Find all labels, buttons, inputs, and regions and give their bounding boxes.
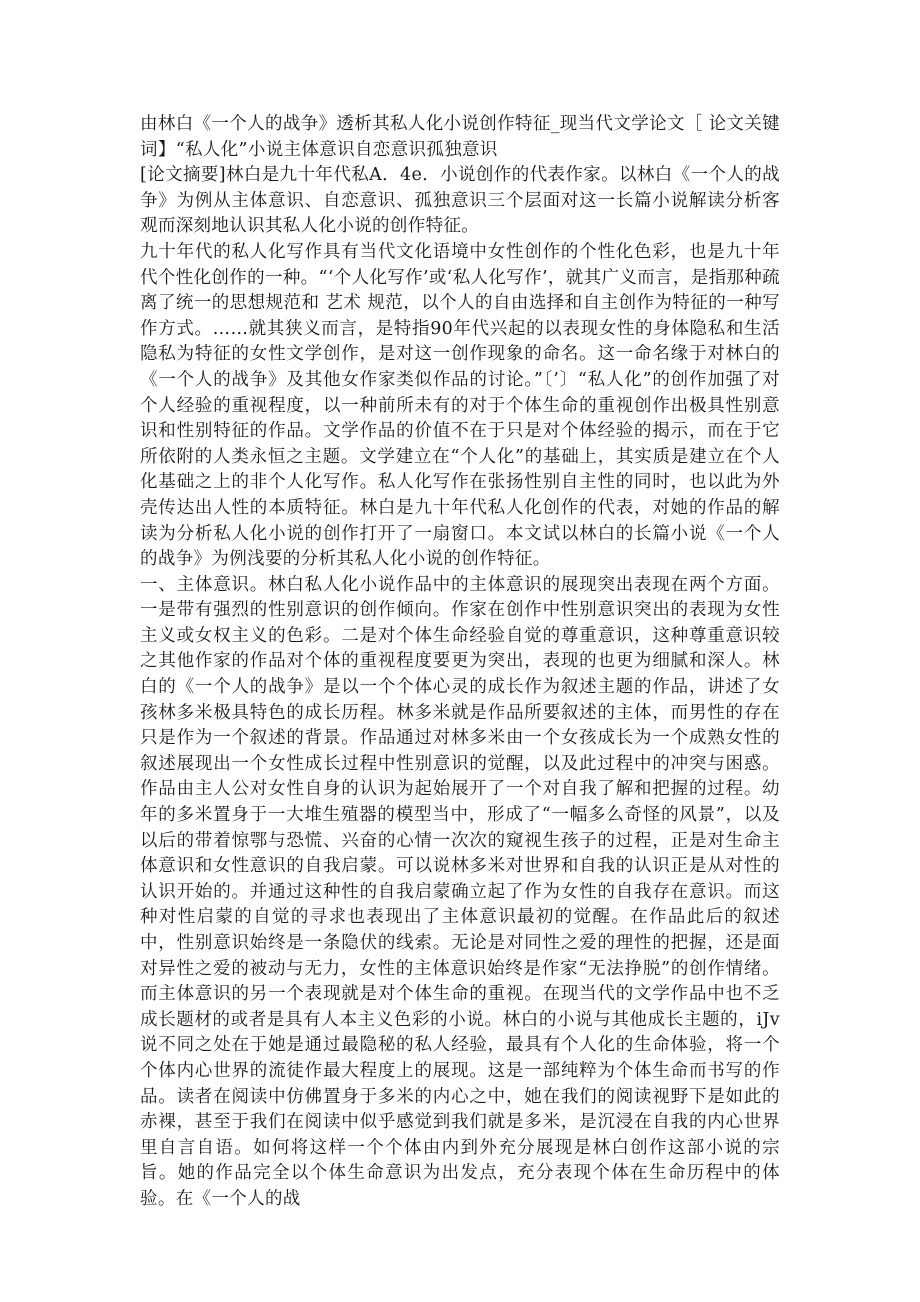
title-and-keywords-paragraph: 由林白《一个人的战争》透析其私人化小说创作特征_现当代文学论文［ 论文关键词】“私人化”小说主体意识自恋意识孤独意识 [140,114,780,160]
intro-paragraph: 九十年代的私人化写作具有当代文化语境中女性创作的个性化色彩，也是九十年代个性化创作的一种。“‘个人化写作’或‘私人化写作’，就其广义而言，是指那种疏离了统一的思想规范和 艺术 规范，以个人的自由选择和自主创作为特征的一种写作方式。……就其狭义而言，是特指90年代兴起的以表现女性的身体隐私和生活隐私为特征的女性文学创作，是对这一创作现象的命名。这一命名缘于对林白的《一个人的战争》及其他女作家类似作品的讨论。”〔’〕“私人化”的创作加强了对个人经验的重视程度，以一种前所未有的对于个体生命的重视创作出极具性别意识和性别特征的作品。文学作品的价值不在于只是对个体经验的揭示，而在于它所依附的人类永恒之主题。文学建立在“个人化”的基础上，其实质是建立在个人化基础之上的非个人化写作。私人化写作在张扬性别自主性的同时，也以此为外壳传达出人性的本质特征。林白是九十年代私人化创作的代表，对她的作品的解读为分析私人化小说的创作打开了一扇窗口。本文试以林白的长篇小说《一个人的战争》为例浅要的分析其私人化小说的创作特征。 [140,241,780,570]
document-page [140,112,780,1213]
abstract-paragraph: [论文摘要]林白是九十年代私A．4e．小说创作的代表作家。以林白《一个人的战争》为例从主体意识、自恋意识、孤独意识三个层面对这一长篇小说解读分析客观而深刻地认识其私人化小说的创作特征。 [140,165,780,237]
section-one-paragraph: 一、主体意识。林白私人化小说作品中的主体意识的展现突出表现在两个方面。一是带有强烈的性别意识的创作倾向。作家在创作中性别意识突出的表现为女性主义或女权主义的色彩。二是对个体生命经验自觉的尊重意识，这种尊重意识较之其他作家的作品对个体的重视程度要更为突出，表现的也更为细腻和深人。林白的《一个人的战争》是以一个个体心灵的成长作为叙述主题的作品，讲述了女孩林多米极具特色的成长历程。林多米就是作品所要叙述的主体，而男性的存在只是作为一个叙述的背景。作品通过对林多米由一个女孩成长为一个成熟女性的叙述展现出一个女性成长过程中性别意识的觉醒，以及此过程中的冲突与困惑。作品由主人公对女性自身的认识为起始展开了一个对自我了解和把握的过程。幼年的多米置身于一大堆生殖器的模型当中，形成了“一幅多么奇怪的风景”，以及以后的带着惊鄂与恐慌、兴奋的心情一次次的窥视生孩子的过程，正是对生命主体意识和女性意识的自我启蒙。可以说林多米对世界和自我的认识正是从对性的认识开始的。并通过这种性的自我启蒙确立起了作为女性的自我存在意识。而这种对性启蒙的自觉的寻求也表现出了主体意识最初的觉醒。在作品此后的叙述中，性别意识始终是一条隐伏的线索。无论是对同性之爱的理性的把握，还是面对异性之爱的被动与无力，女性的主体意识始终是作家“无法挣脱”的创作情绪。而主体意识的另一个表现就是对个体生命的重视。在现当代的文学作品中也不乏成长题材的或者是具有人本主义色彩的小说。林白的小说与其他成长主题的，iJv说不同之处在于她是通过最隐秘的私人经验，最具有个人化的生命体验，将一个个体内心世界的流徒作最大程度上的展现。这是一部纯粹为个体生命而书写的作品。读者在阅读中仿佛置身于多米的内心之中，她在我们的阅读视野下是如此的赤裸，甚至于我们在阅读中似乎感觉到我们就是多米，是沉浸在自我的内心世界里自言自语。如何将这样一个个体由内到外充分展现是林白创作这部小说的宗旨。她的作品完全以个体生命意识为出发点，充分表现个体在生命历程中的体验。在《一个人的战 [140,574,780,1209]
